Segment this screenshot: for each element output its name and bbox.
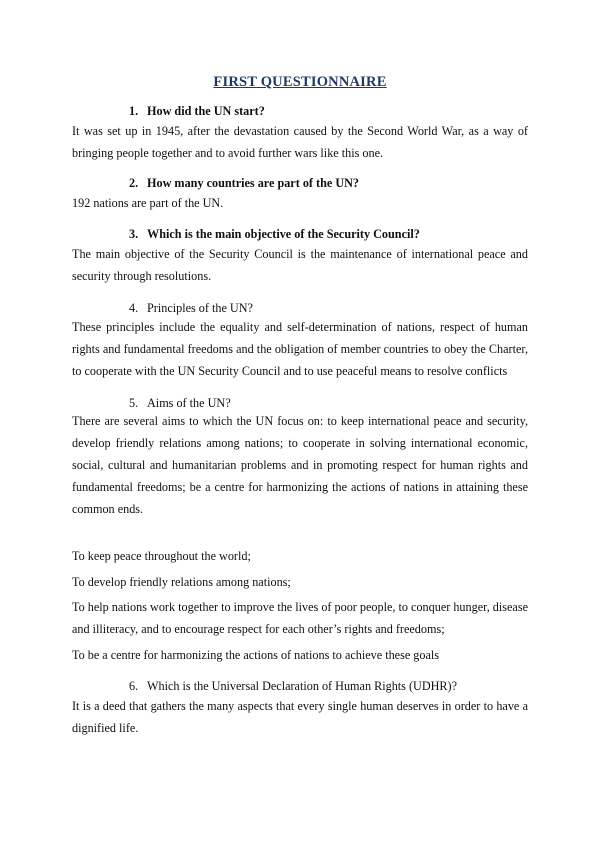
aims-list-item: To be a centre for harmonizing the actions of nations to achieve these goals [72,648,440,662]
question-text: How did the UN start? [147,104,265,118]
aims-list-item: To help nations work together to improve the lives of poor people, to conquer hunger, disease and illiteracy, and to encourage respect for each other’s rights and freedoms; [72,600,528,636]
aims-list-item: To keep peace throughout the world; [72,549,251,563]
answer-5: There are several aims to which the UN focus on: to keep international peace and security, develop friendly relations among nations; to cooperate in solving international economic, social, cultural and humanitarian problems and in promoting respect for human rights and fundamental freedoms; be a centre for harmonizing the actions of nations in attaining these common ends. [72,414,528,516]
question-4 [129,299,253,317]
answer-3: The main objective of the Security Council is the maintenance of international peace and security through resolutions. [72,247,528,283]
answer-2: 192 nations are part of the UN. [72,196,224,210]
question-text: Which is the main objective of the Security Council? [147,227,420,241]
question-3 [129,225,420,243]
question-number: 3. [129,227,139,241]
question-text: Which is the Universal Declaration of Human Rights (UDHR)? [147,679,458,693]
aims-list-item: To develop friendly relations among nations; [72,575,291,589]
question-text: Principles of the UN? [147,301,253,315]
question-text: How many countries are part of the UN? [147,176,360,190]
question-number: 2. [129,176,139,190]
question-number: 6. [129,679,139,693]
question-2 [129,174,359,192]
question-number: 4. [129,301,139,315]
question-text: Aims of the UN? [147,396,231,410]
question-1 [129,102,265,120]
question-6 [129,677,457,695]
answer-6: It is a deed that gathers the many aspects that every single human deserves in order to have a dignified life. [72,699,528,735]
document-title: FIRST QUESTIONNAIRE [213,74,387,90]
answer-4: These principles include the equality and self-determination of nations, respect of human rights and fundamental freedoms and the obligation of member countries to obey the Charter, to cooperate with the UN Security Council and to use peaceful means to resolve conflicts [72,320,528,378]
answer-1: It was set up in 1945, after the devastation caused by the Second World War, as a way of bringing people together and to avoid further wars like this one. [72,124,528,160]
question-number: 5. [129,396,139,410]
question-number: 1. [129,104,139,118]
